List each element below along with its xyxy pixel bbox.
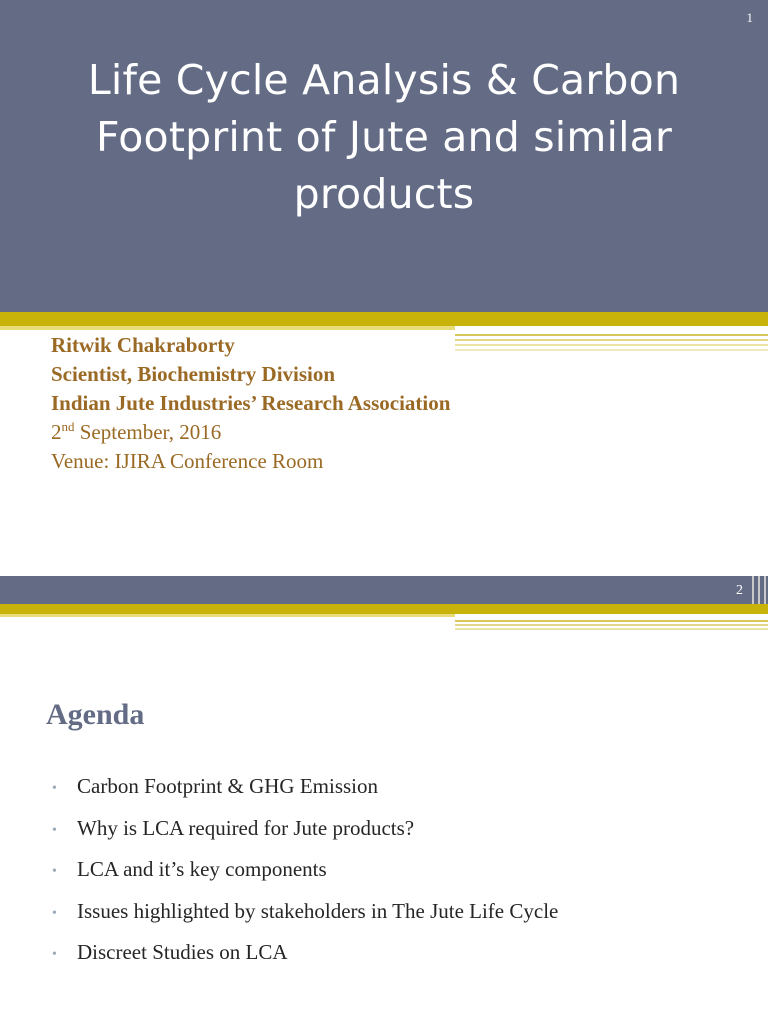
title-line: Footprint of Jute and similar	[95, 113, 673, 161]
agenda-item-text: Why is LCA required for Jute products?	[77, 815, 415, 840]
decorative-light-band	[0, 614, 455, 617]
presenter-name: Ritwik Chakraborty	[51, 333, 235, 357]
bullet-icon: •	[52, 822, 57, 838]
title-line: Life Cycle Analysis & Carbon	[87, 56, 681, 104]
title-line: products	[293, 170, 475, 218]
slide-title	[40, 52, 728, 223]
decorative-stripe	[455, 344, 768, 346]
presenter-info	[51, 331, 450, 476]
presenter-organization: Indian Jute Industries’ Research Association	[51, 391, 451, 415]
agenda-list	[52, 774, 558, 982]
agenda-item	[52, 899, 558, 941]
decorative-stripe	[455, 624, 768, 626]
date-suffix: nd	[61, 419, 75, 434]
presentation-venue: Venue: IJIRA Conference Room	[51, 449, 324, 473]
decorative-stripe	[455, 334, 768, 336]
agenda-item-text: LCA and it’s key components	[77, 857, 327, 882]
bullet-icon: •	[52, 781, 57, 796]
date-rest: September, 2016	[74, 420, 222, 444]
slide-number: 1	[746, 10, 753, 25]
decorative-divider	[764, 576, 766, 604]
agenda-slide	[0, 576, 768, 1024]
decorative-stripe	[455, 326, 768, 328]
decorative-gold-band	[0, 604, 768, 614]
decorative-stripe	[455, 628, 768, 630]
bullet-icon: •	[52, 947, 57, 963]
agenda-heading: Agenda	[46, 698, 145, 731]
agenda-item-text: Issues highlighted by stakeholders in The Jute Life Cycle	[77, 898, 559, 923]
slide-number: 2	[736, 583, 743, 598]
agenda-item	[52, 774, 558, 816]
agenda-item-text: Carbon Footprint & GHG Emission	[77, 774, 379, 798]
decorative-stripe	[455, 339, 768, 341]
decorative-divider	[758, 576, 760, 604]
decorative-stripe	[455, 349, 768, 351]
bullet-icon: •	[52, 905, 57, 921]
title-header-panel	[0, 0, 768, 312]
decorative-divider	[752, 576, 754, 604]
presentation-date	[51, 418, 450, 447]
agenda-item-text: Discreet Studies on LCA	[77, 940, 288, 965]
agenda-item	[52, 816, 558, 858]
decorative-light-band	[0, 326, 455, 330]
bullet-icon: •	[52, 864, 57, 880]
presenter-position: Scientist, Biochemistry Division	[51, 362, 336, 386]
agenda-header-bar	[0, 576, 768, 604]
agenda-item	[52, 940, 558, 982]
agenda-item	[52, 857, 558, 899]
decorative-stripe	[455, 620, 768, 622]
decorative-gold-band	[0, 312, 768, 326]
date-day: 2	[51, 420, 62, 444]
